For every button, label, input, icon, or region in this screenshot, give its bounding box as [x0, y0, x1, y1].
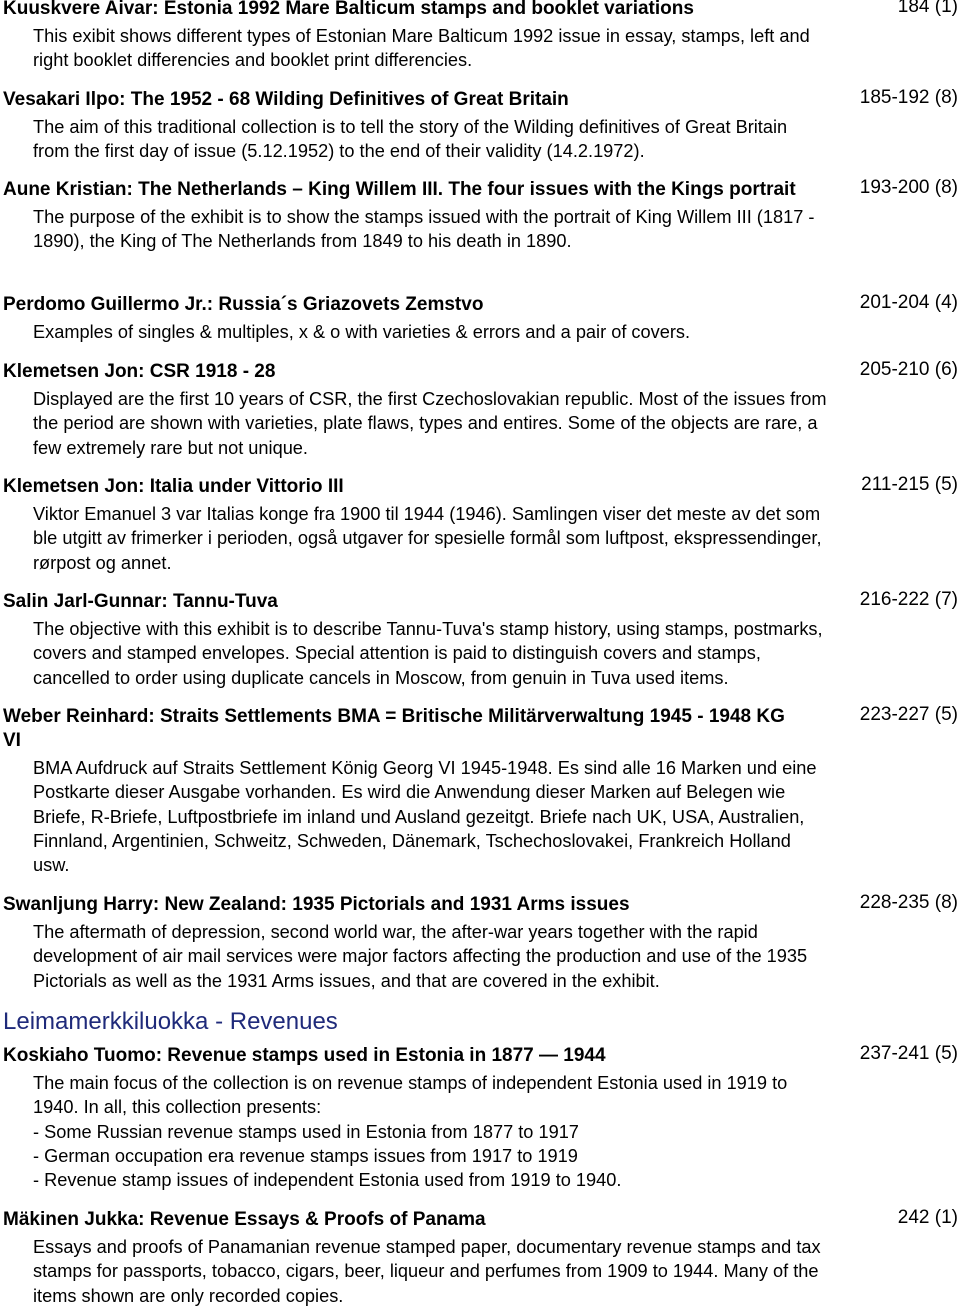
exhibit-description: [33, 920, 958, 993]
exhibit-entry: [3, 475, 958, 575]
frame-numbers: 223-227 (5): [859, 704, 958, 725]
exhibit-header: [3, 1208, 958, 1232]
description-line: Examples of singles & multiples, x & o with varieties & errors and a pair of covers.: [33, 322, 691, 342]
description-line: - Some Russian revenue stamps used in Estonia from 1877 to 1917: [33, 1121, 579, 1142]
frame-numbers: 211-215 (5): [861, 474, 958, 495]
exhibit-entry: [3, 705, 958, 877]
exhibit-title: Weber Reinhard: Straits Settlements BMA = Britische Militärverwaltung 1945 - 1948 KG VI: [3, 706, 785, 751]
exhibit-description: [33, 387, 958, 460]
description-line: from the first day of issue (5.12.1952) to the end of their validity (14.2.1972).: [33, 141, 645, 162]
description-line: items shown are only recorded copies.: [33, 1285, 344, 1306]
exhibit-entry: [3, 893, 958, 993]
exhibit-title: Perdomo Guillermo Jr.: Russia´s Griazovets Zemstvo: [3, 294, 484, 315]
exhibit-description: [33, 1235, 958, 1308]
description-line: BMA Aufdruck auf Straits Settlement König Georg VI 1945-1948. Es sind alle 16 Marken und eine: [33, 758, 817, 778]
exhibit-header: [3, 590, 958, 614]
exhibit-description: [33, 756, 958, 877]
exhibit-description: [33, 320, 958, 344]
description-line: Essays and proofs of Panamanian revenue stamped paper, documentary revenue stamps and tax: [33, 1237, 821, 1257]
exhibit-header: [3, 360, 958, 384]
description-line: few extremely rare but not unique.: [33, 437, 308, 458]
exhibit-description: [33, 205, 958, 254]
frame-numbers: 201-204 (4): [859, 292, 958, 313]
description-line: Finnland, Argentinien, Schweitz, Schweden, Dänemark, Tschechoslovakei, Frankreich Holland: [33, 830, 791, 851]
exhibit-description: [33, 1071, 958, 1192]
frame-numbers: 216-222 (7): [859, 589, 958, 610]
frame-numbers: 228-235 (8): [859, 892, 958, 913]
description-line: right booklet differencies and booklet print differencies.: [33, 50, 473, 71]
frame-numbers: 184 (1): [897, 0, 958, 17]
description-line: This exibit shows different types of Estonian Mare Balticum 1992 issue in essay, stamps, left and: [33, 26, 810, 46]
description-line: covers and stamped envelopes. Special attention is paid to distinguish covers and stamps,: [33, 643, 761, 664]
exhibit-entry: [3, 178, 958, 254]
exhibit-header: [3, 705, 958, 753]
exhibit-title: Klemetsen Jon: Italia under Vittorio III: [3, 476, 344, 497]
exhibit-title: Swanljung Harry: New Zealand: 1935 Pictorials and 1931 Arms issues: [3, 894, 630, 915]
exhibit-header: [3, 1044, 958, 1068]
description-line: 1890), the King of The Netherlands from 1849 to his death in 1890.: [33, 231, 572, 252]
description-line: - Revenue stamp issues of independent Estonia used from 1919 to 1940.: [33, 1170, 622, 1191]
description-line: rørpost og annet.: [33, 552, 172, 573]
description-line: The aftermath of depression, second world war, the after-war years together with the rapid: [33, 922, 758, 942]
exhibit-title: Koskiaho Tuomo: Revenue stamps used in Estonia in 1877 — 1944: [3, 1045, 606, 1066]
description-line: The purpose of the exhibit is to show the stamps issued with the portrait of King Willem III (1817 -: [33, 207, 815, 227]
exhibit-description: [33, 24, 958, 73]
description-line: The main focus of the collection is on revenue stamps of independent Estonia used in 1919 to: [33, 1073, 788, 1093]
exhibit-entry: [3, 0, 958, 73]
exhibit-entry: [3, 1208, 958, 1308]
description-line: stamps for passports, tobacco, cigars, beer, liqueur and perfumes from 1909 to 1944. Many of the: [33, 1261, 819, 1282]
frame-numbers: 205-210 (6): [859, 359, 958, 380]
exhibit-title: Mäkinen Jukka: Revenue Essays & Proofs of Panama: [3, 1209, 486, 1230]
exhibit-description: [33, 115, 958, 164]
frame-numbers: 237-241 (5): [859, 1043, 958, 1064]
description-line: Briefe, R-Briefe, Luftpostbriefe im inland und Ausland gezeitgt. Briefe nach UK, USA, Australien,: [33, 806, 805, 827]
description-line: Pictorials as well as the 1931 Arms issues, and that are covered in the exhibit.: [33, 970, 660, 991]
exhibit-entry: [3, 590, 958, 690]
frame-numbers: 242 (1): [897, 1207, 958, 1228]
description-line: the period are shown with varieties, plate flaws, types and entires. Some of the objects are rare, a: [33, 413, 818, 434]
exhibit-entry: [3, 1044, 958, 1192]
exhibit-header: [3, 178, 958, 202]
description-line: - German occupation era revenue stamps issues from 1917 to 1919: [33, 1145, 578, 1166]
exhibit-header: [3, 893, 958, 917]
exhibit-header: [3, 88, 958, 112]
exhibit-entry: [3, 88, 958, 164]
description-line: 1940. In all, this collection presents:: [33, 1097, 322, 1118]
exhibit-header: [3, 475, 958, 499]
exhibit-entry: [3, 293, 958, 344]
exhibit-title: Klemetsen Jon: CSR 1918 - 28: [3, 361, 276, 382]
exhibit-description: [33, 617, 958, 690]
description-line: usw.: [33, 855, 70, 876]
description-line: ble utgitt av frimerker i perioden, også utgaver for spesielle formål som luftpost, ekspressendinger,: [33, 528, 822, 549]
description-line: Viktor Emanuel 3 var Italias konge fra 1900 til 1944 (1946). Samlingen viser det meste av det som: [33, 504, 821, 524]
frame-numbers: 193-200 (8): [859, 177, 958, 198]
description-line: The objective with this exhibit is to describe Tannu-Tuva's stamp history, using stamps, postmarks,: [33, 619, 823, 639]
description-line: cancelled to order using duplicate cancels in Moscow, from genuin in Tuva used items.: [33, 667, 729, 688]
description-line: The aim of this traditional collection is to tell the story of the Wilding definitives of Great Britain: [33, 117, 788, 137]
exhibit-description: [33, 502, 958, 575]
exhibit-title: Aune Kristian: The Netherlands – King Willem III. The four issues with the Kings portrait: [3, 179, 796, 200]
exhibit-header: [3, 293, 958, 317]
description-line: Displayed are the first 10 years of CSR, the first Czechoslovakian republic. Most of the issues from: [33, 389, 827, 409]
exhibit-title: Vesakari Ilpo: The 1952 - 68 Wilding Definitives of Great Britain: [3, 89, 569, 110]
exhibit-header: [3, 0, 958, 21]
frame-numbers: 185-192 (8): [859, 87, 958, 108]
exhibit-entry: [3, 360, 958, 460]
exhibit-title: Salin Jarl-Gunnar: Tannu-Tuva: [3, 591, 278, 612]
description-line: Postkarte dieser Ausgabe vorhanden. Es wird die Anwendung dieser Marken auf Belegen wie: [33, 782, 786, 803]
description-line: development of air mail services were major factors affecting the production and use of the 1935: [33, 946, 808, 967]
exhibit-title: Kuuskvere Aivar: Estonia 1992 Mare Balticum stamps and booklet variations: [3, 0, 694, 19]
section-heading: Leimamerkkiluokka - Revenues: [3, 1008, 338, 1035]
